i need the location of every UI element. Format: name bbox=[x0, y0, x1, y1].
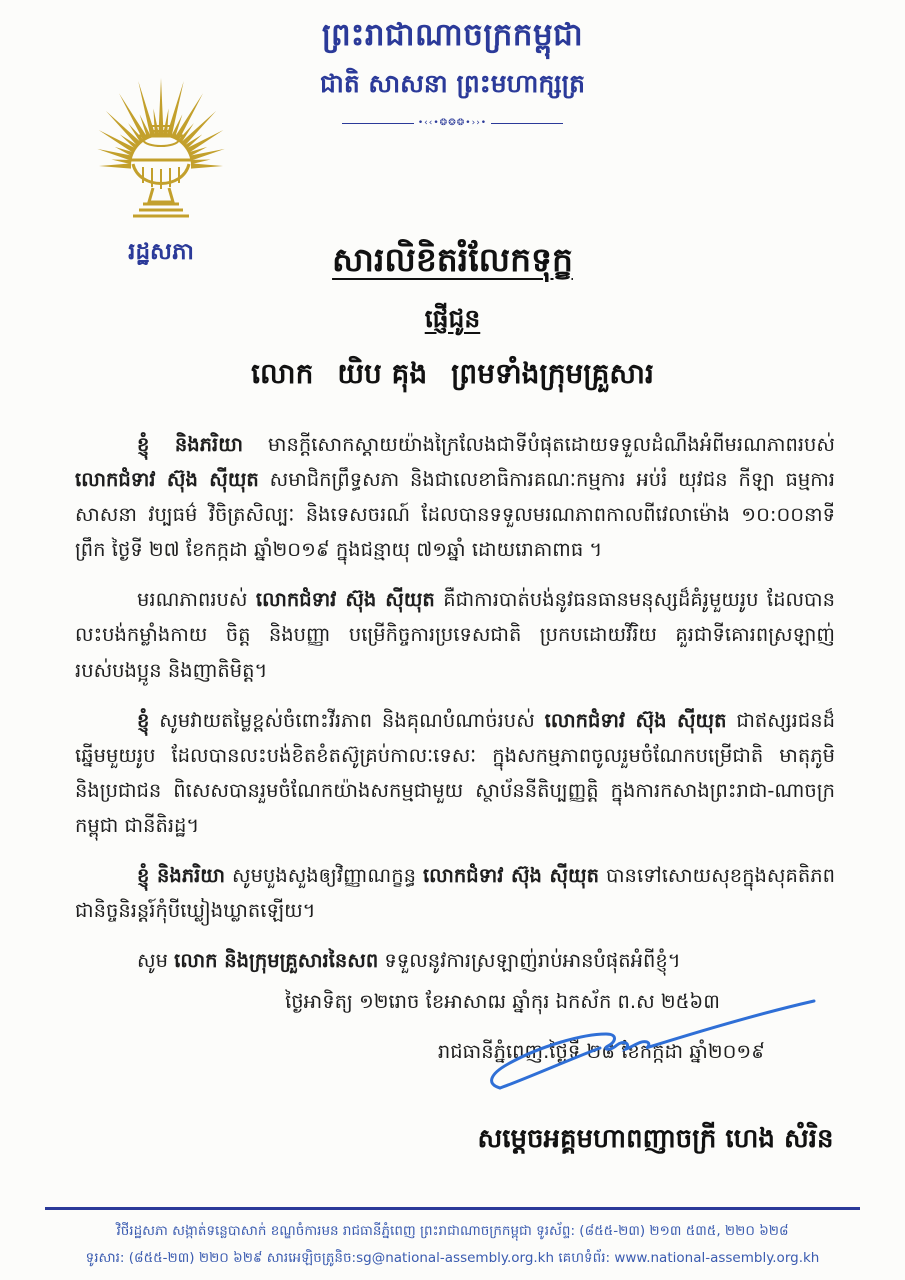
recipient-name: យិប គុង bbox=[337, 357, 428, 390]
footer-contact-line bbox=[0, 1245, 905, 1272]
paragraph-3-lead: ខ្ញុំ bbox=[137, 708, 150, 732]
paragraph-1-text: មានក្តីសោកស្តាយយ៉ាងក្រៃលែងជាទីបំផុតដោយទទួលដំណឹងអំពីមរណភាពរបស់ bbox=[242, 433, 835, 456]
paragraph-4 bbox=[75, 858, 835, 928]
signature bbox=[478, 992, 823, 1106]
recipient-honorific: លោក bbox=[251, 357, 314, 390]
emblem-label: រដ្ឋសភា bbox=[128, 239, 194, 265]
deceased-name: លោកជំទាវ ស៊ុង ស៊ីយុត bbox=[422, 864, 600, 888]
footer-email-link[interactable]: sg@national-assembly.org.kh bbox=[356, 1250, 555, 1266]
letter-title: សារលិខិតរំលែកទុក្ខ bbox=[332, 240, 573, 279]
footer-address-line: វិថីរដ្ឋសភា សង្កាត់ទន្លេបាសាក់ ខណ្ឌចំការមន រាជធានីភ្នំពេញ ព្រះរាជាណាចក្រកម្ពុជា ទូរស័ព្ទ: (៨៥៥-២៣) ២១៣ ៥៣៥, ២២០ ៦២៨ bbox=[116, 1223, 789, 1239]
closing-request-family: លោក និងក្រុមគ្រួសារនៃសព bbox=[174, 949, 379, 973]
paragraph-3 bbox=[75, 703, 835, 843]
paragraph-2-text-2: គឺជាការបាត់បង់នូវធនធានមនុស្សដ៏គំរូមួយរូប ដែលបានលះបង់កម្លាំងកាយ ចិត្ត និងបញ្ញា បម្រើកិច្ចការប្រទេសជាតិ ប្រកបដោយវីរិយ គួរជាទីគោរពស្រឡាញ់ របស់បងប្អូន និងញាតិមិត្ត។ bbox=[75, 588, 835, 682]
paragraph-2 bbox=[75, 582, 835, 687]
signature-ink-icon bbox=[478, 992, 823, 1102]
emblem-rays-and-urn-icon bbox=[91, 74, 231, 236]
footer-website-link[interactable]: www.national-assembly.org.kh bbox=[614, 1250, 820, 1266]
place-date-line: រាជធានីភ្នំពេញ.ថ្ងៃទី ២៨ ខែកក្កដា ឆ្នាំ២០១៩ bbox=[437, 1040, 765, 1064]
letter-body bbox=[75, 427, 835, 1070]
deceased-name: លោកជំទាវ ស៊ុង ស៊ីយុត bbox=[75, 468, 259, 492]
footer bbox=[0, 1207, 905, 1280]
deceased-name: លោកជំទាវ ស៊ុង ស៊ីយុត bbox=[255, 588, 435, 612]
paragraph-1-text-2: សមាជិកព្រឹទ្ធសភា និងជាលេខាធិការគណៈកម្មការ អប់រំ យុវជន កីឡា ធម្មការ សាសនា វប្បធម៌ វិចិត្រសិល្បៈ និងទេសចរណ៍ ដែលបានទទួលមរណភាពកាលពីវេលាម៉ោង ១០:០០នាទី ព្រឹក ថ្ងៃទី ២៧ ខែកក្កដា ឆ្នាំ២០១៩ ក្នុងជន្មាយុ ៧១ឆ្នាំ ដោយរោគាពាធ ។ bbox=[75, 468, 835, 562]
recipient-line bbox=[0, 356, 905, 397]
ornament-motif: •‹‹•❂❂❂•››• bbox=[417, 118, 488, 128]
paragraph-2-text: មរណភាពរបស់ bbox=[137, 588, 256, 612]
kingdom-title: ព្រះរាជាណាចក្រកម្ពុជា bbox=[321, 17, 584, 53]
paragraph-1-lead: ខ្ញុំ និងភរិយា bbox=[137, 433, 243, 456]
closing-request-text-2: ទទួលនូវការស្រឡាញ់រាប់អានបំផុតអំពីខ្ញុំ។ bbox=[378, 949, 681, 973]
lunar-date-line: ថ្ងៃអាទិត្យ ១២រោច ខែអាសាឍ ឆ្នាំកុរ ឯកស័ក ព.ស ២៥៦៣ bbox=[285, 990, 720, 1014]
signer-name: សម្តេចអគ្គមហាពញាចក្រី ហេង សំរិន bbox=[477, 1124, 834, 1154]
national-motto: ជាតិ សាសនា ព្រះមហាក្សត្រ bbox=[320, 69, 585, 98]
paragraph-4-text-2: បានទៅសោយសុខក្នុងសុគតិភព ជានិច្ចនិរន្តរ៍កុំបីឃ្លៀងឃ្លាតឡើយ។ bbox=[75, 864, 835, 923]
footer-web-label: គេហទំព័រ: bbox=[554, 1250, 615, 1266]
paragraph-4-text: សូមបួងសួងឲ្យវិញ្ញាណក្ខន្ធ bbox=[225, 864, 423, 888]
recipient-family: ព្រមទាំងក្រុមគ្រួសារ bbox=[451, 357, 654, 390]
paragraph-3-text: សូមវាយតម្លៃខ្ពស់ចំពោះវីរភាព និងគុណបំណាច់របស់ bbox=[149, 708, 545, 732]
ornament-line-right bbox=[491, 123, 563, 124]
footer-divider bbox=[45, 1207, 860, 1210]
footer-fax: ទូរសារ: (៨៥៥-២៣) ២២០ ៦២៩ សារអេឡិចត្រូនិច: bbox=[85, 1250, 357, 1266]
ornament-line-left bbox=[342, 123, 414, 124]
paragraph-3-text-2: ជាឥស្សរជនដ៏ឆ្នើមមួយរូប ដែលបានលះបង់ខិតខំតស៊ូគ្រប់កាលៈទេសៈ ក្នុងសកម្មភាពចូលរួមចំណែកបម្រើជាតិ មាតុភូមិ និងប្រជាជន ពិសេសបានរួមចំណែកយ៉ាងសកម្មជាមួយ ស្ថាប័ននីតិប្បញ្ញត្តិ ក្នុងការកសាងព្រះរាជា-ណាចក្រកម្ពុជា ជានីតិរដ្ឋ។ bbox=[75, 708, 835, 837]
closing-request-line bbox=[75, 943, 835, 978]
paragraph-4-lead: ខ្ញុំ និងភរិយា bbox=[137, 864, 226, 888]
letter-subtitle: ផ្ញើជូន bbox=[424, 304, 481, 333]
national-assembly-emblem bbox=[86, 74, 236, 271]
deceased-name: លោកជំទាវ ស៊ុង ស៊ីយុត bbox=[544, 708, 727, 732]
closing-request-text: សូម bbox=[137, 949, 175, 973]
paragraph-1 bbox=[75, 427, 835, 567]
